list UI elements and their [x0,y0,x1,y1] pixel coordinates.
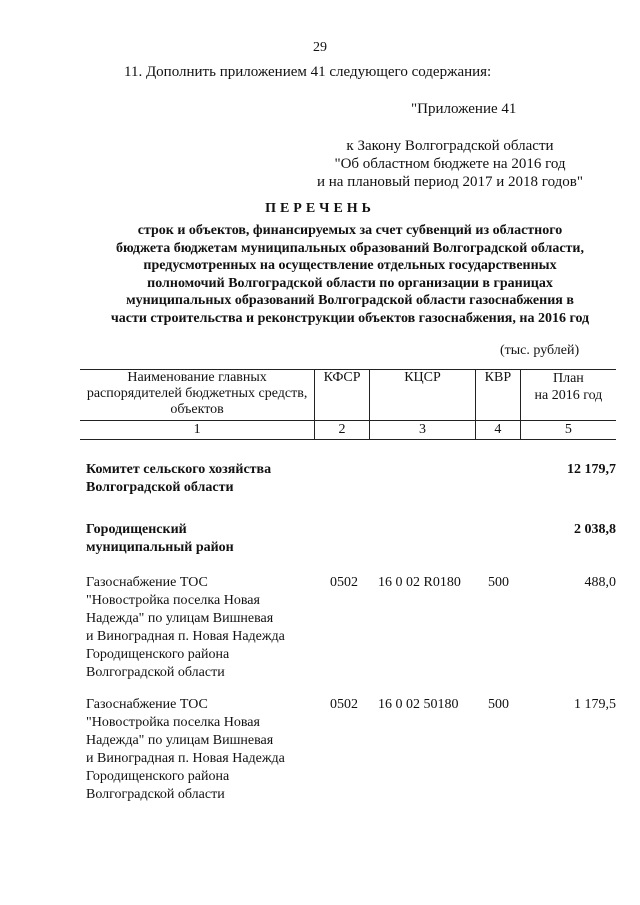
row-name [86,461,316,497]
row-name-line: и Виноградная п. Новая Надежда [86,629,285,644]
row-kcsr: 16 0 02 R0180 [378,575,461,590]
document-heading: ПЕРЕЧЕНЬ [265,201,375,216]
subheading-line: бюджета бюджетам муниципальных образований Волгоградской области, [115,240,584,256]
row-name-line: Городищенского района [86,647,230,662]
page-number: 29 [313,40,327,55]
law-line-3: и на плановый период 2017 и 2018 годов" [317,174,583,190]
subheading-line: части строительства и реконструкции объектов газоснабжения, на 2016 год [110,310,590,326]
row-plan: 2 038,8 [574,522,616,537]
row-name-line: Надежда" по улицам Вишневая [86,611,274,626]
row-name-line: "Новостройка поселка Новая [86,715,260,730]
column-number: 1 [80,421,315,440]
subheading-line: предусмотренных на осуществление отдельных государственных [143,258,557,273]
row-name-line: Газоснабжение ТОС [86,697,208,712]
row-name-line: Комитет сельского хозяйства [86,462,272,477]
row-name-line: Городищенского района [86,769,230,784]
row-name-line: Надежда" по улицам Вишневая [86,733,274,748]
law-reference [300,137,600,191]
column-number: 4 [476,421,521,440]
header-kvr: КВР [476,370,521,421]
unit-label: (тыс. рублей) [500,343,580,358]
table-row [80,521,616,561]
row-name-line: и Виноградная п. Новая Надежда [86,751,285,766]
document-subheading [70,222,630,327]
intro-text: 11. Дополнить приложением 41 следующего содержания: [124,64,492,80]
row-name [86,696,316,804]
row-name-line: муниципальный район [86,540,234,555]
row-kvr: 500 [488,697,509,712]
table-row [80,696,616,806]
header-kfsr: КФСР [315,370,370,421]
row-kfsr: 0502 [330,575,358,590]
subheading-line: муниципальных образований Волгоградской области газоснабжения в [126,293,574,308]
law-line-2: "Об областном бюджете на 2016 год [334,156,566,172]
header-plan [520,370,616,421]
row-plan: 12 179,7 [567,462,616,477]
row-name-line: Волгоградской области [86,665,225,680]
row-plan: 1 179,5 [574,697,616,712]
header-plan-line-1: План [552,371,584,386]
column-number: 3 [369,421,475,440]
row-name [86,521,316,557]
law-line-1: к Закону Волгоградской области [346,138,554,154]
appendix-title: "Приложение 41 [411,101,517,117]
row-name-line: Волгоградской области [86,787,225,802]
header-kcsr: КЦСР [369,370,475,421]
column-number: 2 [315,421,370,440]
row-plan: 488,0 [584,575,616,590]
row-kvr: 500 [488,575,509,590]
header-name: Наименование главных распорядителей бюджетных средств, объектов [80,370,315,421]
row-kcsr: 16 0 02 50180 [378,697,459,712]
table-row [80,461,616,501]
row-name-line: Городищенский [86,522,187,537]
table-header [80,369,616,440]
header-plan-line-2: на 2016 год [534,388,603,403]
table-row [80,574,616,684]
row-name-line: Волгоградской области [86,480,234,495]
row-kfsr: 0502 [330,697,358,712]
row-name-line: Газоснабжение ТОС [86,575,208,590]
subheading-line: полномочий Волгоградской области по организации в границах [147,275,553,291]
column-number: 5 [520,421,616,440]
subheading-line: строк и объектов, финансируемых за счет субвенций из областного [137,223,563,238]
row-name-line: "Новостройка поселка Новая [86,593,260,608]
row-name [86,574,316,682]
